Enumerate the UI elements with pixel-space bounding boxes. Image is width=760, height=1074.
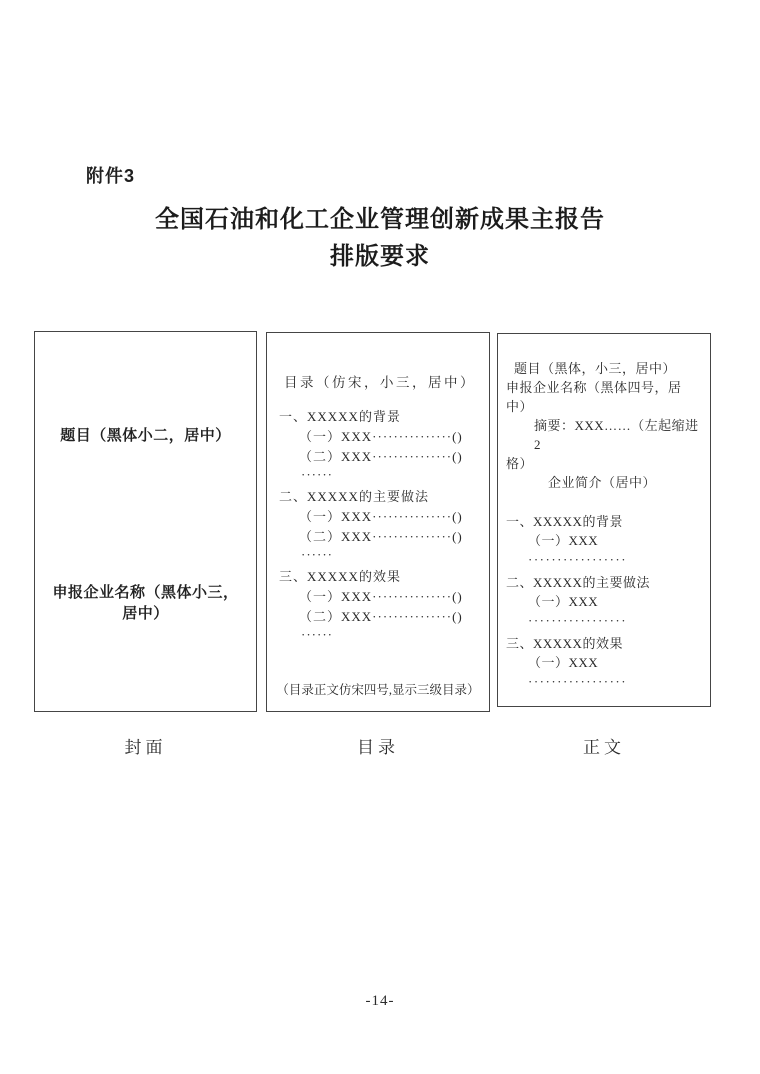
body-section-entry: （一）XXX: [528, 594, 599, 609]
toc-ellipsis: ······: [301, 627, 333, 642]
toc-ellipsis: ······: [301, 467, 333, 482]
body-company-line-wrap: 中）: [506, 399, 534, 414]
body-section-3: [506, 634, 704, 691]
body-section-dots: ·················: [528, 613, 628, 628]
toc-entry: （一）XXX···············(): [299, 589, 463, 604]
toc-caption: 目录: [357, 738, 399, 757]
toc-section-1: [277, 407, 483, 483]
toc-section-title: 二、XXXXX的主要做法: [279, 489, 429, 504]
body-section-dots: ·················: [528, 552, 628, 567]
toc-ellipsis: ······: [301, 547, 333, 562]
document-title-line1: 全国石油和化工企业管理创新成果主报告: [155, 206, 605, 233]
toc-section-title: 一、XXXXX的背景: [279, 409, 401, 424]
body-page-preview: [497, 333, 711, 707]
body-intro-line: 企业简介（居中）: [548, 475, 657, 490]
body-section-title: 二、XXXXX的主要做法: [506, 575, 650, 590]
body-abstract-line: 摘要：XXX……（左起缩进2: [534, 418, 699, 452]
body-caption: 正文: [583, 738, 625, 757]
toc-page-preview: [266, 332, 490, 712]
toc-entry: （一）XXX···············(): [299, 509, 463, 524]
cover-caption: 封面: [124, 738, 167, 757]
body-abstract-line-wrap: 格）: [506, 456, 534, 471]
body-section-1: [506, 512, 704, 569]
toc-section-2: [277, 487, 483, 563]
toc-footnote: （目录正文仿宋四号,显示三级目录）: [276, 683, 480, 697]
toc-section-title: 三、XXXXX的效果: [279, 569, 401, 584]
document-title-line2: 排版要求: [330, 243, 430, 270]
toc-content: [267, 333, 489, 643]
body-section-2: [506, 573, 704, 630]
toc-entry: （一）XXX···············(): [299, 429, 463, 444]
attachment-label: 附件3: [86, 166, 136, 186]
cover-title-placeholder: 题目（黑体小二，居中）: [60, 427, 231, 444]
body-content: [498, 334, 710, 691]
toc-entry: （二）XXX···············(): [299, 609, 463, 624]
body-company-line: 申报企业名称（黑体四号，居: [506, 380, 682, 395]
body-section-title: 一、XXXXX的背景: [506, 514, 623, 529]
body-section-entry: （一）XXX: [528, 533, 599, 548]
toc-section-3: [277, 567, 483, 643]
toc-entry: （二）XXX···············(): [299, 449, 463, 464]
toc-heading: 目录（仿宋，小三，居中）: [284, 375, 476, 390]
page-number: -14-: [365, 993, 395, 1009]
body-section-title: 三、XXXXX的效果: [506, 636, 623, 651]
cover-page-preview: [34, 331, 257, 712]
body-section-dots: ·················: [528, 674, 628, 689]
body-title-line: 题目（黑体，小三，居中）: [514, 361, 677, 376]
cover-company-placeholder: 申报企业名称（黑体小三，居中）: [52, 584, 239, 622]
body-section-entry: （一）XXX: [528, 655, 599, 670]
toc-entry: （二）XXX···············(): [299, 529, 463, 544]
